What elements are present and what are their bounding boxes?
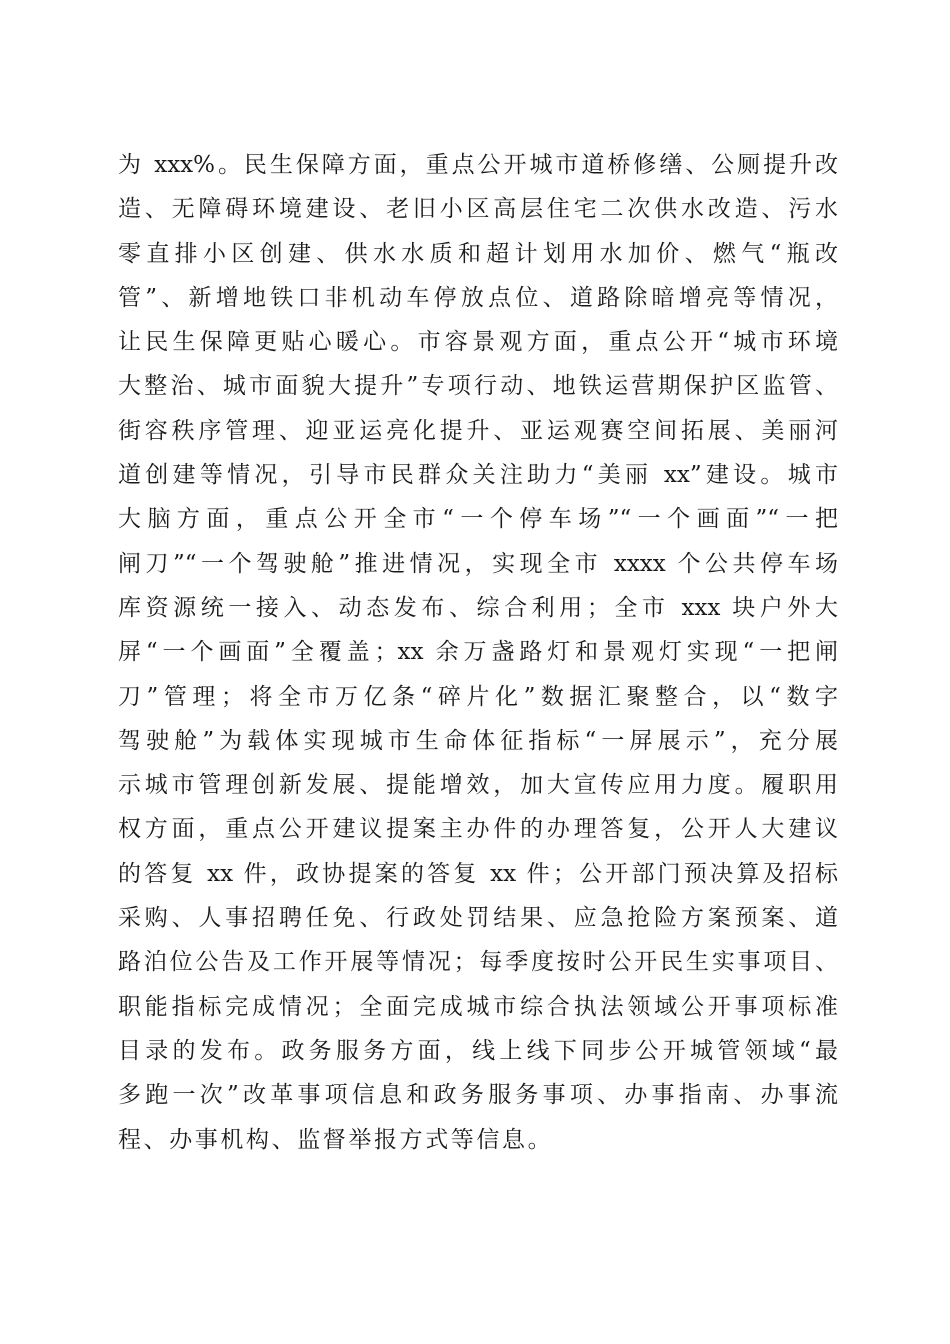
text-line: 闸刀”“一个驾驶舱”推进情况，实现全市 xxxx 个公共停车场: [118, 550, 838, 577]
text-line: 让民生保障更贴心暖心。市容景观方面，重点公开“城市环境: [118, 329, 838, 356]
text-line: 权方面，重点公开建议提案主办件的办理答复，公开人大建议: [118, 816, 838, 843]
text-line: 管”、新增地铁口非机动车停放点位、道路除暗增亮等情况，: [118, 284, 838, 311]
text-line: 刀”管理；将全市万亿条“碎片化”数据汇聚整合，以“数字: [118, 683, 838, 710]
text-line: 驾驶舱”为载体实现城市生命体征指标“一屏展示”，充分展: [118, 727, 838, 754]
text-line: 路泊位公告及工作开展等情况；每季度按时公开民生实事项目、: [118, 949, 838, 976]
text-line: 造、无障碍环境建设、老旧小区高层住宅二次供水改造、污水: [118, 196, 838, 223]
text-line: 大整治、城市面貌大提升”专项行动、地铁运营期保护区监管、: [118, 373, 838, 400]
body-paragraph: [118, 143, 838, 1162]
text-line: 职能指标完成情况；全面完成城市综合执法领域公开事项标准: [118, 993, 838, 1020]
text-line: 示城市管理创新发展、提能增效，加大宣传应用力度。履职用: [118, 772, 838, 799]
text-line: 屏“一个画面”全覆盖；xx 余万盏路灯和景观灯实现“一把闸: [118, 639, 838, 666]
text-line-last: 程、办事机构、监督举报方式等信息。: [118, 1126, 554, 1153]
text-line: 的答复 xx 件，政协提案的答复 xx 件；公开部门预决算及招标: [118, 860, 838, 887]
text-line: 库资源统一接入、动态发布、综合利用；全市 xxx 块户外大: [118, 594, 838, 621]
text-line: 目录的发布。政务服务方面，线上线下同步公开城管领域“最: [118, 1037, 838, 1064]
text-line: 多跑一次”改革事项信息和政务服务事项、办事指南、办事流: [118, 1082, 838, 1109]
text-line: 街容秩序管理、迎亚运亮化提升、亚运观赛空间拓展、美丽河: [118, 417, 838, 444]
text-line: 道创建等情况，引导市民群众关注助力“美丽 xx”建设。城市: [118, 462, 838, 489]
text-line: 采购、人事招聘任免、行政处罚结果、应急抢险方案预案、道: [118, 905, 838, 932]
text-line: 为 xxx%。民生保障方面，重点公开城市道桥修缮、公厕提升改: [118, 152, 838, 178]
text-line: 零直排小区创建、供水水质和超计划用水加价、燃气“瓶改: [118, 240, 838, 267]
text-line: 大脑方面，重点公开全市“一个停车场”“一个画面”“一把: [118, 506, 838, 533]
